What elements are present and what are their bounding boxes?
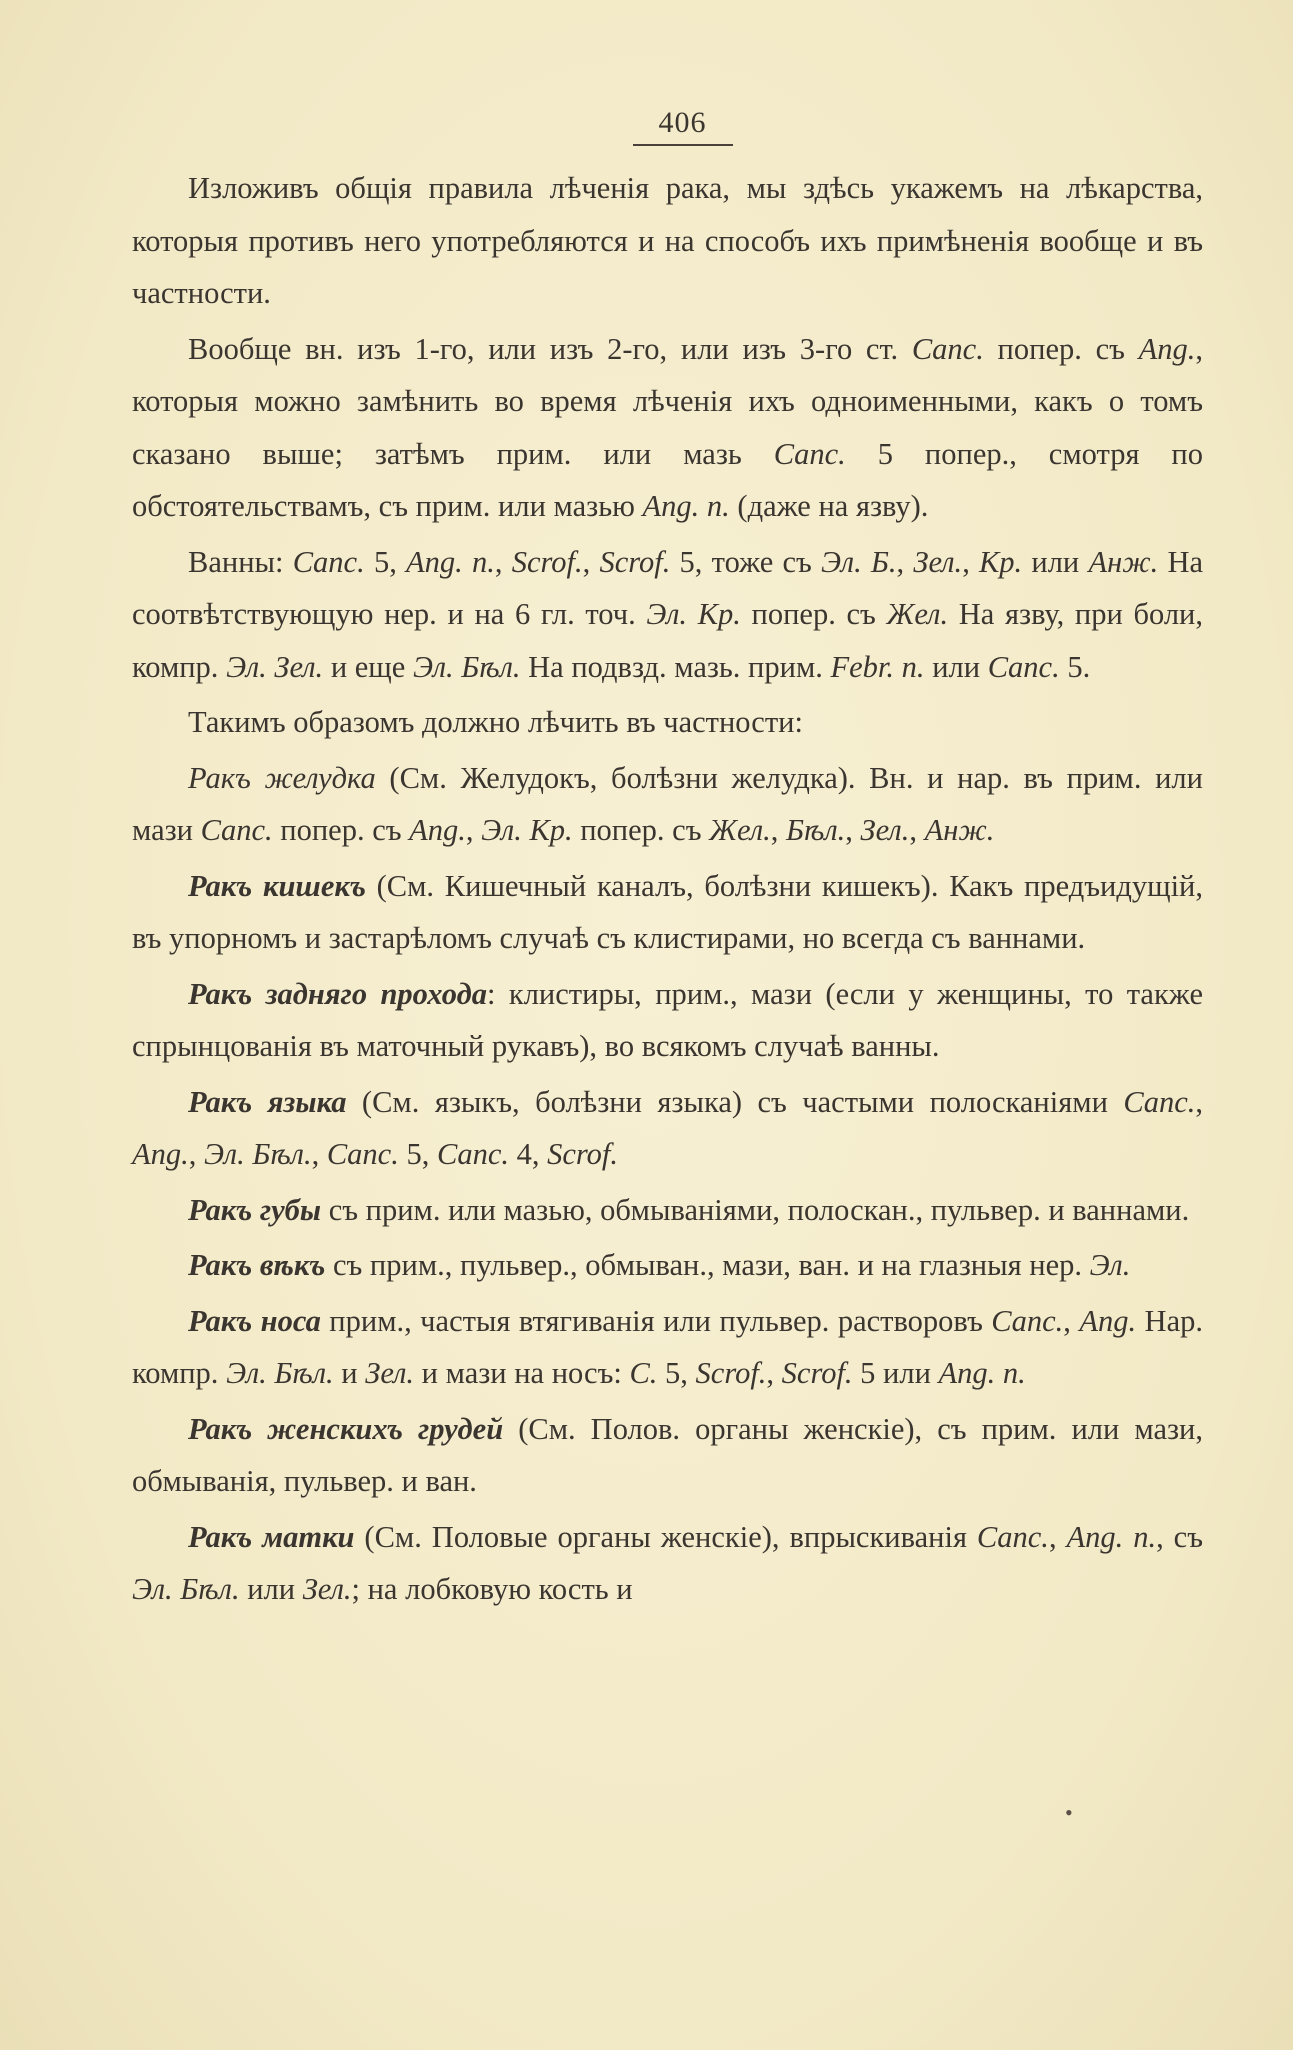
text-run: 5,	[657, 1356, 696, 1390]
text-run: или	[924, 649, 988, 684]
remedy-abbreviation: Canc.	[200, 813, 273, 847]
text-run: попер. съ	[572, 813, 710, 847]
text-run: На подвзд. мазь. прим.	[520, 649, 831, 684]
remedy-abbreviation: Эл. Б.	[821, 544, 897, 579]
paragraph	[132, 1184, 1203, 1237]
text-run: ,	[766, 1356, 782, 1390]
body-text	[132, 162, 1203, 1616]
remedy-abbreviation: Scrof.	[547, 1137, 618, 1171]
section-heading-run: Ракъ вѣкъ	[188, 1248, 326, 1282]
remedy-abbreviation: Ang.	[132, 1137, 189, 1171]
remedy-abbreviation: Scrof.	[511, 544, 583, 579]
text-run: На соотвѣтствующую нер. и на 6 гл. точ.	[132, 544, 1204, 631]
remedy-abbreviation: Анж.	[924, 813, 995, 847]
text-run: попер. съ	[272, 813, 410, 847]
text-run: (См. Полов. органы женскіе), съ прим. или мази, обмыванія, пульвер. и ван.	[132, 1411, 1203, 1498]
remedy-abbreviation: Ang. n.	[642, 489, 730, 523]
remedy-abbreviation: Бѣл.	[786, 813, 846, 847]
remedy-abbreviation: Жел.	[886, 597, 949, 631]
text-run: : клистиры, прим., мази (если у женщины, то также спрынцованія въ маточный рукавъ), во всякомъ случаѣ ванны.	[132, 976, 1203, 1063]
remedy-abbreviation: Жел.	[709, 813, 771, 847]
text-run: ,	[494, 544, 512, 579]
text-run: Изложивъ общія правила лѣченія рака, мы здѣсь укажемъ на лѣкарства, которыя противъ него употребляются и на способъ ихъ примѣненія вообще и въ частности.	[132, 171, 1203, 310]
remedy-abbreviation: Canc.	[326, 1137, 399, 1171]
remedy-abbreviation: Кр.	[979, 544, 1023, 579]
paragraph	[132, 1239, 1203, 1292]
text-run: 5,	[364, 544, 407, 579]
text-run: 5 или	[852, 1356, 939, 1390]
remedy-abbreviation: Ракъ желудка	[188, 760, 376, 795]
paragraph	[132, 1511, 1203, 1616]
page-number: 406	[658, 106, 707, 139]
paragraph	[132, 860, 1203, 965]
text-run: ,	[896, 544, 914, 579]
text-run: Ванны:	[188, 544, 293, 579]
paragraph	[132, 323, 1203, 533]
text-run: или	[239, 1572, 303, 1606]
text-run: (См. языкъ, болѣзни языка) съ частыми полосканіями	[346, 1084, 1124, 1119]
paragraph	[132, 1076, 1203, 1181]
remedy-abbreviation: Canc.	[773, 436, 846, 471]
text-run: (даже на язву).	[729, 489, 929, 523]
paragraph	[132, 968, 1203, 1073]
remedy-abbreviation: Canc.	[436, 1137, 509, 1171]
remedy-abbreviation: Scrof.	[599, 544, 671, 579]
text-run: ,	[1063, 1303, 1080, 1338]
section-heading-run: Ракъ носа	[188, 1303, 321, 1338]
paragraph	[132, 162, 1203, 320]
text-run: ; на лобковую кость и	[351, 1572, 633, 1606]
text-run: ,	[770, 813, 786, 847]
text-run: ,	[1195, 1084, 1203, 1119]
text-run: На язву, при боли, компр.	[132, 597, 1204, 684]
remedy-abbreviation: Эл. Бѣл.	[226, 1356, 334, 1390]
text-run: ,	[909, 813, 925, 847]
remedy-abbreviation: Canc.	[911, 331, 984, 366]
text-run: и мази на носъ:	[414, 1356, 630, 1390]
remedy-abbreviation: Зел.	[365, 1356, 415, 1390]
text-run: , которыя можно замѣнить во время лѣченія ихъ одноименными, какъ о томъ сказано выше; затѣмъ прим. или мазь	[132, 331, 1203, 471]
remedy-abbreviation: Canc.	[991, 1303, 1064, 1338]
text-run: ,	[845, 813, 861, 847]
remedy-abbreviation: Canc.	[976, 1519, 1049, 1554]
text-run: съ прим. или мазью, обмываніями, полоскан., пульвер. и ваннами.	[321, 1192, 1190, 1227]
section-heading-run: Ракъ женскихъ грудей	[188, 1411, 504, 1446]
text-run: и	[333, 1356, 366, 1390]
remedy-abbreviation: Зел.	[860, 813, 910, 847]
text-run: съ прим., пульвер., обмыван., мази, ван. и на глазныя нер.	[325, 1248, 1090, 1282]
text-run: попер. съ	[983, 331, 1139, 366]
remedy-abbreviation: Эл. Кр.	[646, 597, 741, 631]
page-number-rule	[633, 144, 733, 146]
text-run: ,	[465, 813, 482, 847]
text-run: (См. Половые органы женскіе), впрыскиванія	[354, 1519, 977, 1554]
text-run: ,	[311, 1137, 327, 1171]
remedy-abbreviation: Canc.	[1123, 1084, 1196, 1119]
remedy-abbreviation: Зел.	[913, 544, 963, 579]
text-run: Вообще вн. изъ 1-го, или изъ 2-го, или изъ 3-го ст.	[188, 331, 912, 366]
text-run: Такимъ образомъ должно лѣчить въ частности:	[188, 705, 803, 739]
text-run: или	[1022, 544, 1089, 579]
paragraph	[132, 1403, 1203, 1508]
text-run: 5 попер., смотря по обстоятельствамъ, съ прим. или мазью	[132, 436, 1204, 523]
section-heading-run: Ракъ матки	[188, 1519, 355, 1554]
remedy-abbreviation: Ang. n.	[1066, 1519, 1157, 1554]
remedy-abbreviation: Эл. Зел.	[226, 649, 324, 684]
text-run: 4,	[509, 1137, 548, 1171]
remedy-abbreviation: Ang. n.	[938, 1356, 1026, 1390]
text-run: ,	[1048, 1519, 1067, 1554]
text-run: 5,	[398, 1137, 437, 1171]
remedy-abbreviation: Эл. Бѣл.	[132, 1572, 240, 1606]
text-run: попер. съ	[740, 597, 887, 631]
text-run: 5, тоже съ	[670, 544, 822, 579]
remedy-abbreviation: Эл. Кр.	[481, 813, 573, 847]
remedy-abbreviation: Scrof.	[781, 1356, 853, 1390]
remedy-abbreviation: Эл. Бѣл.	[204, 1137, 312, 1171]
paragraph	[132, 696, 1203, 749]
text-run: ,	[962, 544, 980, 579]
remedy-abbreviation: Ang. n.	[406, 544, 495, 579]
text-run: прим., частыя втягиванія или пульвер. растворовъ	[320, 1303, 992, 1338]
text-run: Нар. компр.	[132, 1303, 1203, 1390]
text-run: и еще	[323, 649, 413, 684]
remedy-abbreviation: Ang.	[409, 813, 466, 847]
remedy-abbreviation: C.	[629, 1356, 658, 1390]
remedy-abbreviation: Анж.	[1088, 544, 1159, 579]
section-heading-run: Ракъ задняго прохода	[188, 976, 488, 1011]
paragraph	[132, 536, 1203, 694]
remedy-abbreviation: Scrof.	[695, 1356, 767, 1390]
remedy-abbreviation: Febr. n.	[830, 649, 925, 684]
paragraph	[132, 752, 1203, 857]
text-run: ,	[582, 544, 600, 579]
remedy-abbreviation: Эл.	[1089, 1248, 1131, 1282]
remedy-abbreviation: Canc.	[292, 544, 365, 579]
remedy-abbreviation: Ang.	[1079, 1303, 1137, 1338]
paragraph	[132, 1295, 1203, 1400]
section-heading-run: Ракъ языка	[188, 1084, 347, 1119]
remedy-abbreviation: Canc.	[987, 649, 1060, 684]
section-heading-run: Ракъ кишекъ	[188, 868, 366, 903]
print-speck: •	[1065, 1800, 1073, 1825]
text-run: , съ	[1156, 1519, 1203, 1554]
remedy-abbreviation: Эл. Бѣл.	[412, 649, 521, 684]
remedy-abbreviation: Ang.	[1138, 331, 1196, 366]
text-run: (См. Желудокъ, болѣзни желудка). Вн. и нар. въ прим. или мази	[132, 760, 1203, 847]
remedy-abbreviation: Зел.	[302, 1572, 352, 1606]
text-run: (См. Кишечный каналъ, болѣзни кишекъ). Какъ предъидущій, въ упорномъ и застарѣломъ случаѣ съ клистирами, но всегда съ ваннами.	[132, 868, 1204, 955]
text-run: ,	[188, 1137, 205, 1171]
section-heading-run: Ракъ губы	[188, 1192, 322, 1227]
text-run: 5.	[1059, 649, 1091, 684]
